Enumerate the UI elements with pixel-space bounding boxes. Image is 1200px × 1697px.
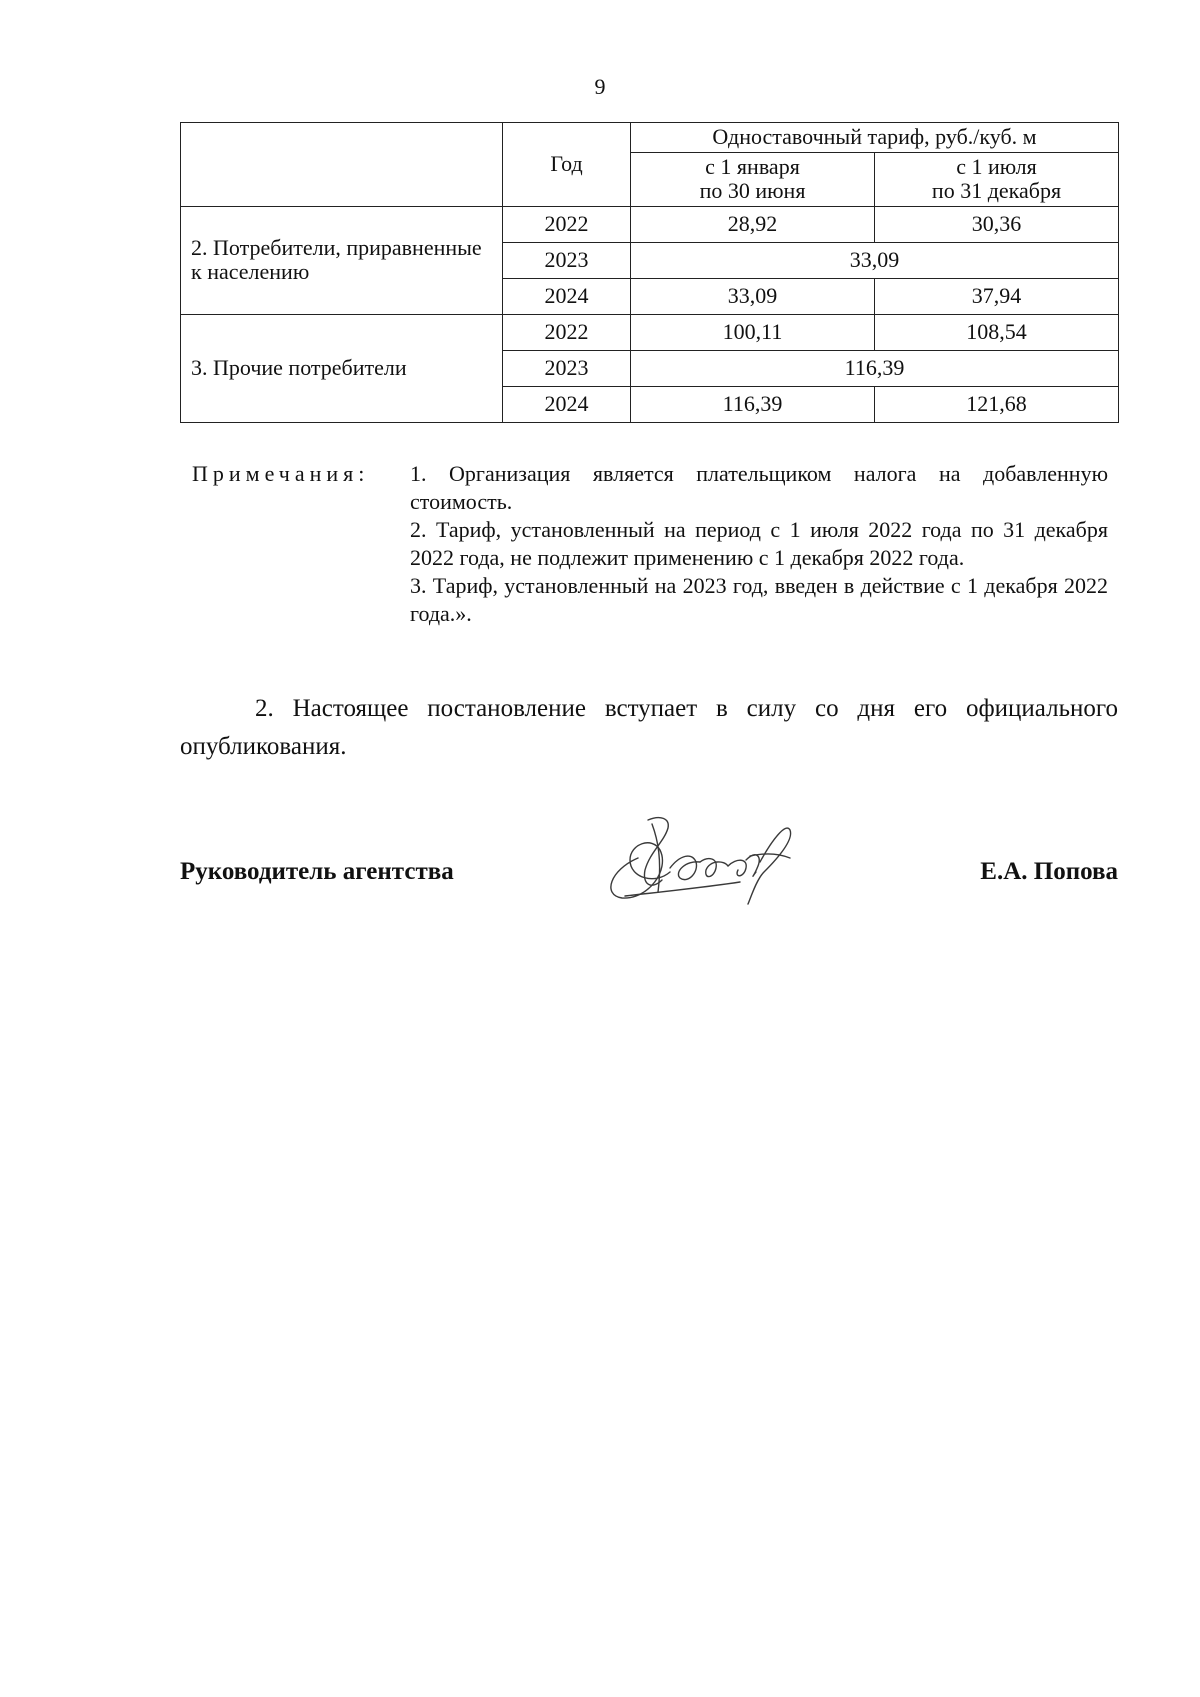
table-header-row [181, 123, 1119, 153]
year-cell: 2023 [503, 242, 631, 278]
table-row [181, 206, 1119, 242]
header-period-2 [875, 152, 1119, 206]
year-cell: 2023 [503, 350, 631, 386]
year-cell: 2024 [503, 278, 631, 314]
header-period-2-line-2: по 31 декабря [931, 178, 1062, 204]
note-item: 3. Тариф, установленный на 2023 год, введен в действие с 1 декабря 2022 года.». [410, 573, 1108, 626]
header-period-1-line-1: с 1 января [705, 153, 800, 179]
header-period-1-line-2: по 30 июня [699, 178, 806, 204]
year-cell: 2024 [503, 386, 631, 422]
year-cell: 2022 [503, 314, 631, 350]
handwritten-signature [600, 800, 810, 910]
tariff-cell: 37,94 [875, 278, 1119, 314]
tariff-cell: 33,09 [631, 278, 875, 314]
tariff-cell: 30,36 [875, 206, 1119, 242]
tariff-cell: 116,39 [631, 386, 875, 422]
category-cell: 2. Потребители, приравненные к населению [181, 206, 503, 314]
notes-section [192, 460, 1108, 628]
tariff-cell-merged: 116,39 [631, 350, 1119, 386]
note-item: 2. Тариф, установленный на период с 1 июля 2022 года по 31 декабря 2022 года, не подлежит применению с 1 декабря 2022 года. [410, 517, 1108, 570]
signer-name: Е.А. Попова [980, 858, 1118, 885]
notes-label: Примечания: [192, 461, 370, 486]
main-paragraph: 2. Настоящее постановление вступает в силу со дня его официального опубликования. [180, 695, 1118, 760]
tariff-cell-merged: 33,09 [631, 242, 1119, 278]
header-tariff: Одноставочный тариф, руб./куб. м [631, 123, 1119, 153]
tariff-table [180, 122, 1119, 423]
tariff-cell: 108,54 [875, 314, 1119, 350]
signer-title: Руководитель агентства [180, 858, 454, 885]
signature-block [180, 800, 1118, 920]
table-row [181, 314, 1119, 350]
year-cell: 2022 [503, 206, 631, 242]
header-year: Год [503, 123, 631, 207]
header-period-2-line-1: с 1 июля [956, 153, 1037, 179]
tariff-cell: 28,92 [631, 206, 875, 242]
page-number: 9 [594, 74, 606, 99]
header-period-1 [631, 152, 875, 206]
note-item: 1. Организация является плательщиком налога на добавленную стоимость. [410, 461, 1108, 514]
tariff-cell: 100,11 [631, 314, 875, 350]
notes-list [410, 460, 1108, 628]
category-cell: 3. Прочие потребители [181, 314, 503, 422]
header-category-cell [181, 123, 503, 207]
tariff-cell: 121,68 [875, 386, 1119, 422]
